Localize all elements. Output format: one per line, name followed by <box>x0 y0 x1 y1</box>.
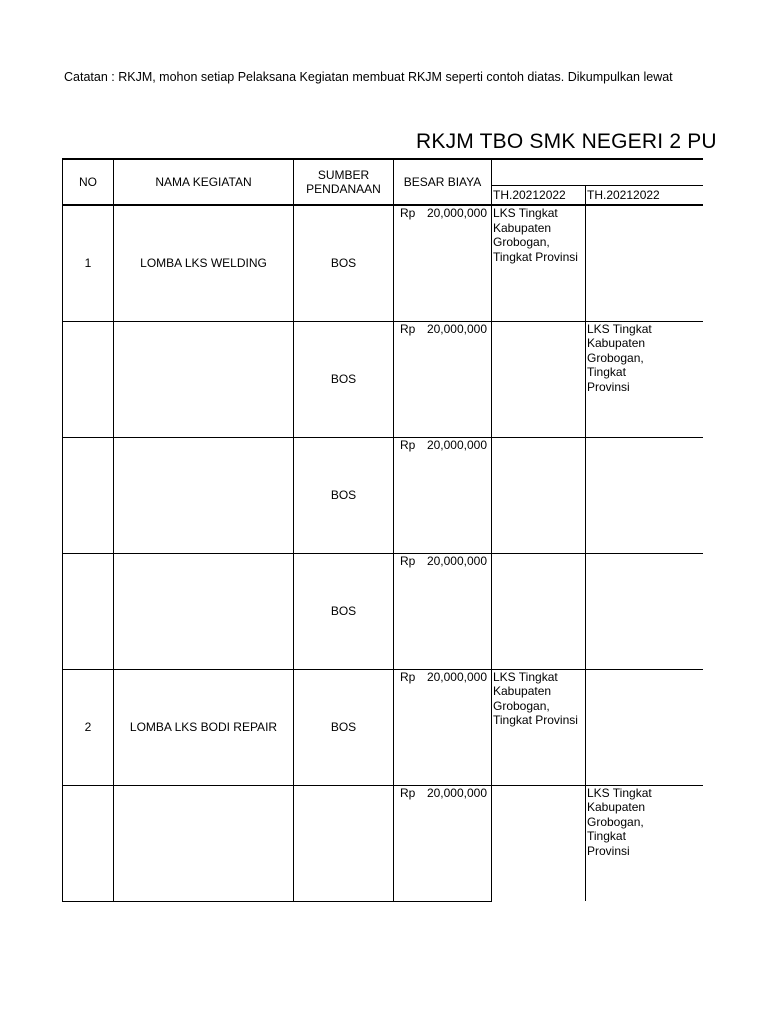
money-value <box>394 438 491 453</box>
th2-line: Kabupaten <box>587 800 646 814</box>
currency-label: Rp <box>400 785 416 800</box>
cell-sumber: BOS <box>294 205 394 321</box>
cell-sumber: BOS <box>294 553 394 669</box>
header-sumber-pendanaan <box>294 159 394 205</box>
cell-besar-biaya <box>394 437 492 553</box>
table-row <box>63 785 703 901</box>
currency-label: Rp <box>400 437 416 452</box>
th1-line: LKS Tingkat <box>493 669 558 684</box>
th2-line: Provinsi <box>587 843 630 858</box>
cell-th2 <box>586 205 703 321</box>
cell-no <box>63 553 114 669</box>
amount-value: 20,000,000 <box>426 785 487 800</box>
th2-line: Provinsi <box>587 379 630 394</box>
th1-line: Kabupaten <box>493 684 552 698</box>
th1-line: Kabupaten <box>493 220 552 235</box>
money-value <box>394 322 491 337</box>
header-th1: TH.20212022 <box>492 185 586 205</box>
cell-sumber <box>294 785 394 901</box>
cell-no: 2 <box>63 669 114 785</box>
table-row <box>63 321 703 437</box>
cell-no: 1 <box>63 205 114 321</box>
header-nama-kegiatan: NAMA KEGIATAN <box>114 159 294 205</box>
amount-value: 20,000,000 <box>426 553 487 568</box>
cell-sumber: BOS <box>294 321 394 437</box>
rkjm-table <box>62 158 703 902</box>
cell-nama-kegiatan: LOMBA LKS BODI REPAIR <box>114 669 294 785</box>
header-besar-biaya: BESAR BIAYA <box>394 159 492 205</box>
cell-no <box>63 785 114 901</box>
cell-th2 <box>586 437 703 553</box>
cell-besar-biaya <box>394 553 492 669</box>
th2-line: LKS Tingkat <box>587 321 652 336</box>
cell-th2 <box>586 669 703 785</box>
cell-th2 <box>586 321 703 437</box>
header-sumber-line2: PENDANAAN <box>306 182 381 196</box>
table-row <box>63 205 703 321</box>
cell-besar-biaya <box>394 669 492 785</box>
cell-nama-kegiatan <box>114 553 294 669</box>
amount-value: 20,000,000 <box>426 206 487 220</box>
th1-line: Tingkat Provinsi <box>493 713 578 727</box>
cell-th2 <box>586 553 703 669</box>
th2-line: Kabupaten <box>587 336 646 350</box>
header-no: NO <box>63 159 114 205</box>
money-value <box>394 786 491 801</box>
cell-th2 <box>586 785 703 901</box>
amount-value: 20,000,000 <box>426 437 487 452</box>
amount-value: 20,000,000 <box>426 321 487 336</box>
header-sumber-line1: SUMBER <box>317 167 370 182</box>
cell-no <box>63 437 114 553</box>
th1-line: Grobogan, <box>493 698 550 713</box>
header-th2: TH.20212022 <box>586 185 703 205</box>
cell-th1 <box>492 321 586 437</box>
note-text: Catatan : RKJM, mohon setiap Pelaksana Kegiatan membuat RKJM seperti contoh diatas. Dikumpulkan lewat <box>64 70 673 84</box>
th2-line: Grobogan, <box>587 814 644 829</box>
money-value <box>394 554 491 569</box>
cell-sumber: BOS <box>294 437 394 553</box>
cell-besar-biaya <box>394 205 492 321</box>
cell-besar-biaya <box>394 321 492 437</box>
table-row <box>63 437 703 553</box>
cell-nama-kegiatan <box>114 785 294 901</box>
th2-line: Grobogan, <box>587 350 644 365</box>
money-value <box>394 670 491 685</box>
cell-th1 <box>492 205 586 321</box>
th2-line: Tingkat <box>587 829 626 843</box>
cell-th1 <box>492 669 586 785</box>
amount-value: 20,000,000 <box>426 669 487 684</box>
currency-label: Rp <box>400 669 416 684</box>
money-value <box>394 206 491 221</box>
cell-no <box>63 321 114 437</box>
th2-line: LKS Tingkat <box>587 785 652 800</box>
table-row <box>63 553 703 669</box>
header-year-group <box>492 159 703 185</box>
cell-sumber: BOS <box>294 669 394 785</box>
table-body <box>63 205 703 901</box>
cell-besar-biaya <box>394 785 492 901</box>
document-title: RKJM TBO SMK NEGERI 2 PU <box>416 130 717 153</box>
currency-label: Rp <box>400 321 416 336</box>
cell-nama-kegiatan <box>114 437 294 553</box>
currency-label: Rp <box>400 206 416 220</box>
currency-label: Rp <box>400 553 416 568</box>
cell-th1 <box>492 437 586 553</box>
cell-th1 <box>492 785 586 901</box>
th2-line: Tingkat <box>587 365 626 379</box>
th1-line: Tingkat Provinsi <box>493 249 578 264</box>
th1-line: Grobogan, <box>493 235 550 249</box>
table-row <box>63 669 703 785</box>
cell-th1 <box>492 553 586 669</box>
cell-nama-kegiatan <box>114 321 294 437</box>
cell-nama-kegiatan: LOMBA LKS WELDING <box>114 205 294 321</box>
th1-line: LKS Tingkat <box>493 206 558 220</box>
